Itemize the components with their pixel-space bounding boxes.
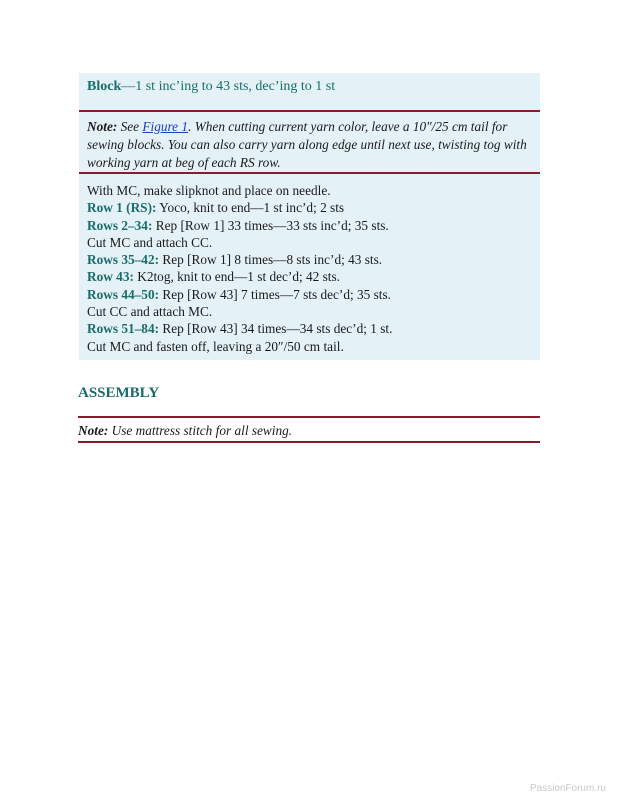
row-text: Rep [Row 1] 33 times—33 sts inc’d; 35 sts. bbox=[152, 217, 389, 233]
assembly-note-label: Note: bbox=[78, 423, 109, 438]
row-label: Rows 35–42: bbox=[87, 252, 160, 268]
row-text: Rep [Row 1] 8 times—8 sts inc’d; 43 sts. bbox=[159, 252, 383, 268]
block-heading-text: —1 st inc’ing to 43 sts, dec’ing to 1 st bbox=[121, 79, 336, 94]
pattern-row bbox=[87, 251, 535, 268]
row-label: Row 43: bbox=[87, 269, 134, 285]
row-text: With MC, make slipknot and place on needle. bbox=[87, 183, 331, 198]
row-text: Cut MC and attach CC. bbox=[87, 234, 213, 250]
pattern-rows bbox=[87, 182, 535, 355]
block-heading bbox=[87, 77, 335, 97]
row-text: Rep [Row 43] 34 times—34 sts dec’d; 1 st. bbox=[159, 321, 393, 337]
pattern-row bbox=[87, 268, 535, 285]
row-label: Row 1 (RS): bbox=[87, 200, 157, 216]
pattern-row bbox=[87, 217, 535, 234]
block-heading-label: Block bbox=[87, 79, 122, 94]
pattern-row bbox=[87, 338, 535, 355]
block-note bbox=[87, 118, 535, 172]
row-text: Yoco, knit to end—1 st inc’d; 2 sts bbox=[156, 200, 345, 216]
row-label: Rows 2–34: bbox=[87, 217, 153, 233]
block-note-post: . When cutting current yarn color, leave a 10″/25 cm tail for sewing blocks. You can also carry yarn along edge until next use, twisting tog with working yarn at beg of each RS row. bbox=[87, 119, 527, 170]
pattern-row bbox=[87, 234, 535, 251]
assembly-note bbox=[78, 422, 540, 440]
pattern-row bbox=[87, 199, 535, 216]
block-note-pre: See bbox=[117, 119, 143, 134]
pattern-row bbox=[87, 320, 535, 337]
pattern-row bbox=[87, 182, 535, 199]
watermark: PassionForum.ru bbox=[529, 783, 606, 794]
block-panel bbox=[79, 73, 540, 360]
pattern-row bbox=[87, 286, 535, 303]
note-bottom-rule bbox=[79, 172, 540, 174]
row-text: Rep [Row 43] 7 times—7 sts dec’d; 35 sts. bbox=[159, 286, 391, 302]
row-text: K2tog, knit to end—1 st dec’d; 42 sts. bbox=[133, 269, 340, 285]
assembly-top-rule bbox=[78, 416, 540, 418]
assembly-bottom-rule bbox=[78, 441, 540, 443]
assembly-note-text: Use mattress stitch for all sewing. bbox=[108, 423, 293, 438]
assembly-title: ASSEMBLY bbox=[78, 385, 160, 401]
block-note-label: Note: bbox=[87, 119, 118, 134]
figure-1-link[interactable]: Figure 1 bbox=[142, 119, 189, 134]
note-top-rule bbox=[79, 110, 540, 112]
pattern-row bbox=[87, 303, 535, 320]
row-text: Cut MC and fasten off, leaving a 20″/50 cm tail. bbox=[87, 338, 344, 354]
row-label: Rows 44–50: bbox=[87, 286, 160, 302]
row-text: Cut CC and attach MC. bbox=[87, 304, 213, 320]
row-label: Rows 51–84: bbox=[87, 321, 160, 337]
